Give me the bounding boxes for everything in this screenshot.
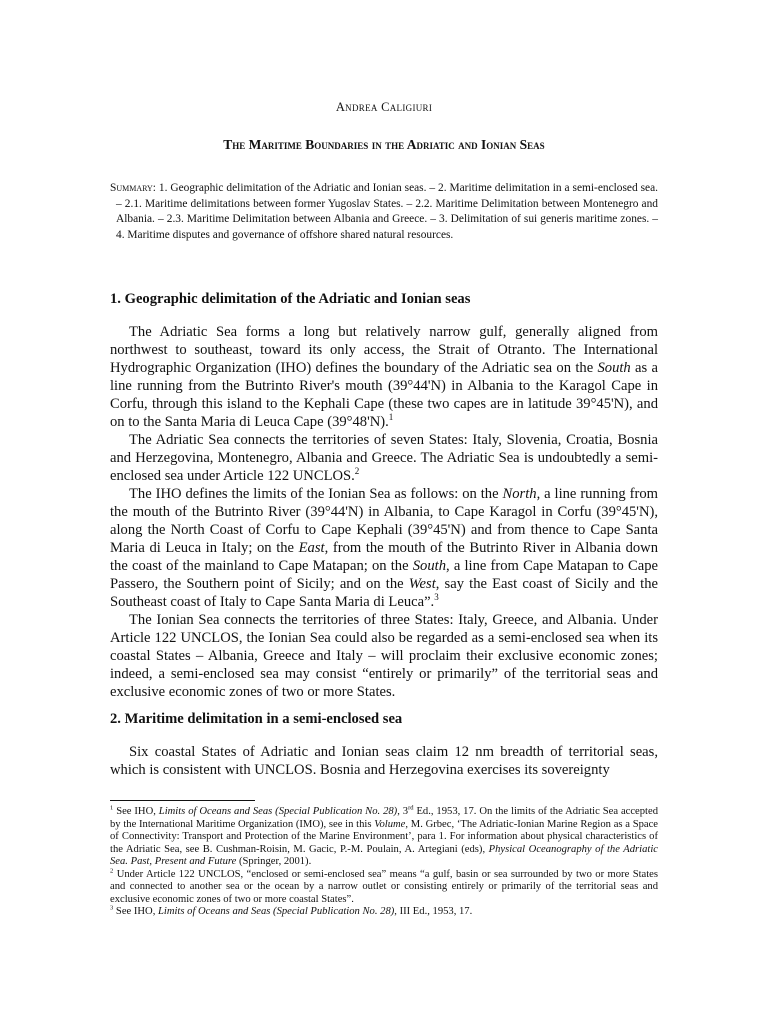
footnote-separator xyxy=(110,800,255,801)
section-1-heading: 1. Geographic delimitation of the Adriatic and Ionian seas xyxy=(110,291,471,307)
footnote-2: $^2$ Under Article 122 UNCLOS, “enclosed or semi-enclosed sea” means “a gulf, basin or sea surrounded by two or more States and connected to another sea or the ocean by a narrow outlet or consisting entirely or primarily of the territorial seas and exclusive economic zones of two or more coastal States”. xyxy=(110,866,658,905)
summary-block xyxy=(110,181,658,243)
footnote-ref: 2 xyxy=(354,466,360,477)
footnote-1: $^1$ See IHO, Limits of Oceans and Seas (Special Publication No. 28), 3rd Ed., 1953, 17. On the limits of the Adriatic Sea accepted by the International Maritime Organization (IMO), see in this Volume, M. Grbec, ‘The Adriatic-Ionian Marine Region as a Space of Connectivity: Transport and Protection of the Marine Environment’, para 1. For information about physical characteristics of the Adriatic Sea, see B. Cushman-Roisin, M. Gacic, P.-M. Poulain, A. Artegiani (eds), Physical Oceanography of the Adriatic Sea. Past, Present and Future (Springer, 2001). xyxy=(110,804,658,867)
summary-text: : 1. Geographic delimitation of the Adriatic and Ionian seas. – 2. Maritime delimitation in a semi-enclosed sea. – 2.1. Maritime delimitations between former Yugoslav States. – 2.2. Maritime Delimitation between Montenegro and Albania. – 2.3. Maritime Delimitation between Albania and Greece. – 3. Delimitation of sui generis maritime zones. – 4. Maritime disputes and governance of offshore shared natural resources. xyxy=(116,182,658,241)
author-name: Andrea Caligiuri xyxy=(335,100,433,114)
footnote-ref: 3 xyxy=(434,592,439,603)
section-1-body xyxy=(110,323,658,701)
paragraph: The IHO defines the limits of the Ionian Sea as follows: on the North, a line running from the mouth of the Butrinto River (39°44'N) in Albania, to Cape Karagol in Corfu (39°45'N), along the North Coast of Corfu to Cape Kephali (39°45'N) and from thence to Cape Santa Maria di Leuca in Italy; on the East, from the mouth of the Butrinto River in Albania down the coast of the mainland to Cape Matapan; on the South, a line from Cape Matapan to Cape Passero, the Southern point of Sicily; and on the West, say the East coast of Sicily and the Southeast coast of Italy to Cape Santa Maria di Leuca”.$^3$ xyxy=(110,486,658,610)
section-2-body xyxy=(110,743,658,779)
section-2-heading: 2. Maritime delimitation in a semi-enclosed sea xyxy=(110,711,403,727)
paragraph: The Ionian Sea connects the territories of three States: Italy, Greece, and Albania. Under Article 122 UNCLOS, the Ionian Sea could also be regarded as a semi-enclosed sea when its coastal States – Albania, Greece and Italy – will proclaim their exclusive economic zones; indeed, a semi-enclosed sea may consist “entirely or primarily” of the territorial seas and exclusive economic zones of two or more States. xyxy=(110,612,658,700)
summary-label: Summary xyxy=(110,182,153,194)
paragraph: The Adriatic Sea forms a long but relatively narrow gulf, generally aligned from northwest to southeast, toward its only access, the Strait of Otranto. The International Hydrographic Organization (IHO) defines the boundary of the Adriatic sea on the South as a line running from the Butrinto River's mouth (39°44'N) in Albania to the Karagol Cape in Corfu, through this island to the Kephali Cape (these two capes are in latitude 39°45'N), and on to the Santa Maria di Leuca Cape (39°48'N).$^1$ xyxy=(110,324,658,430)
footnote-3: $^3$ See IHO, Limits of Oceans and Seas (Special Publication No. 28), III Ed., 1953, 17. xyxy=(110,904,473,917)
footnote-ref: 1 xyxy=(388,412,394,423)
paper-title: The Maritime Boundaries in the Adriatic and Ionian Seas xyxy=(223,137,545,152)
paragraph: The Adriatic Sea connects the territories of seven States: Italy, Slovenia, Croatia, Bosnia and Herzegovina, Montenegro, Albania and Greece. The Adriatic Sea is undoubtedly a semi-enclosed sea under Article 122 UNCLOS.$^2$ xyxy=(110,432,658,484)
footnotes xyxy=(110,806,658,919)
paragraph: Six coastal States of Adriatic and Ionian seas claim 12 nm breadth of territorial seas, which is consistent with UNCLOS. Bosnia and Herzegovina exercises its sovereignty xyxy=(110,744,658,778)
